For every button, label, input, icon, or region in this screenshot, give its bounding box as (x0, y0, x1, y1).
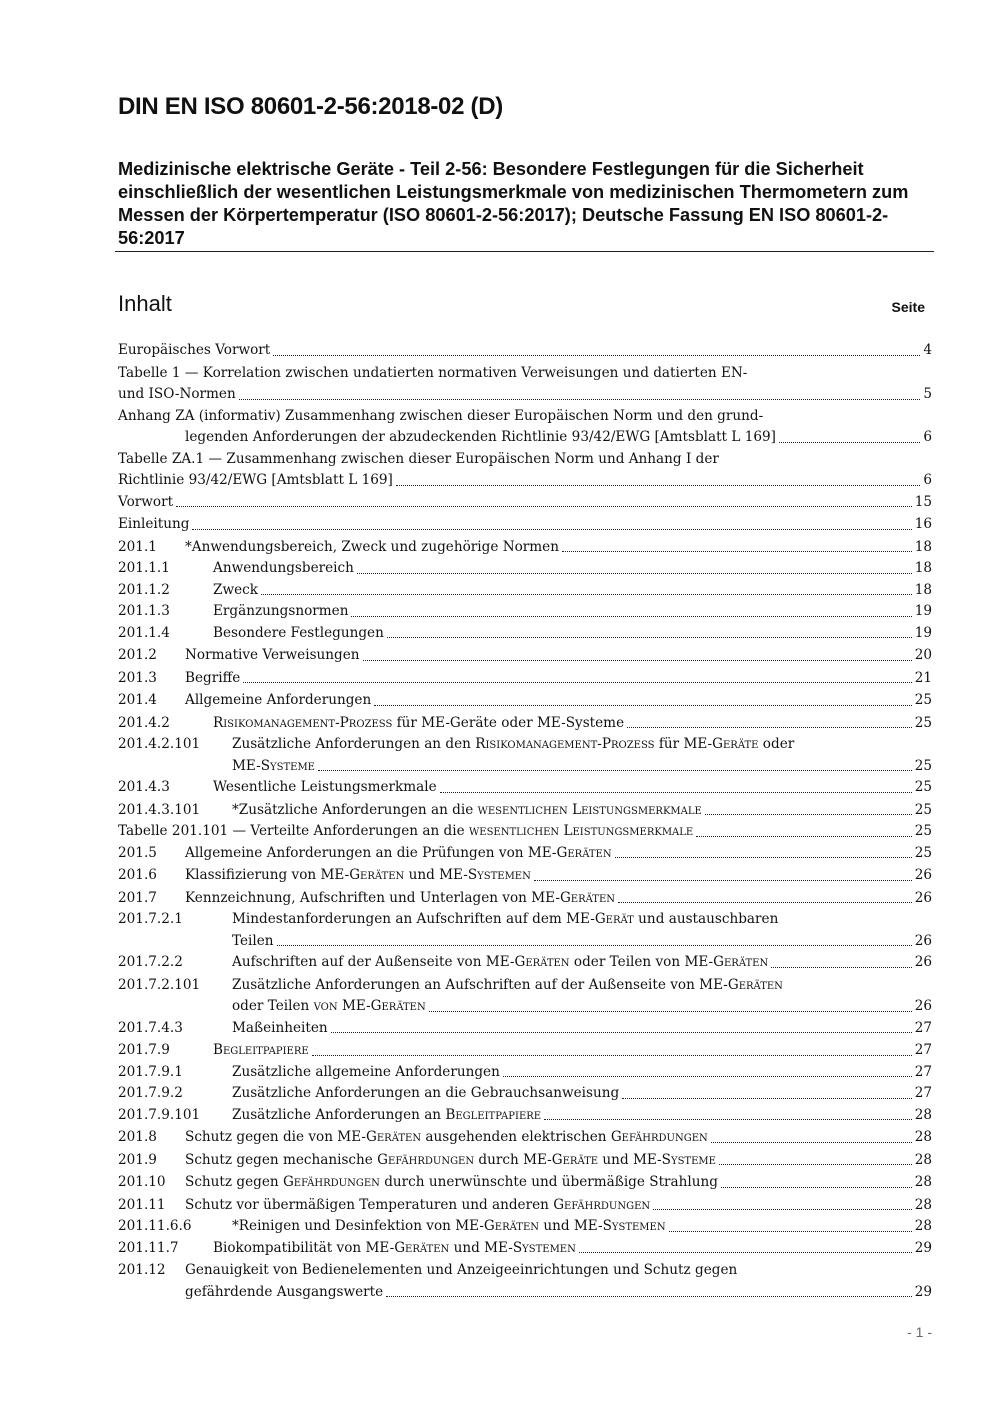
title-text: Genauigkeit von Bedienelementen und Anzeigeeinrichtungen und Schutz gegen (185, 1262, 738, 1278)
toc-entry-number: 201.4.2.101 (118, 736, 201, 752)
toc-entry-title (232, 952, 768, 974)
toc-entry[interactable] (118, 1238, 932, 1260)
dot-leader (579, 1251, 912, 1253)
toc-entry-title (232, 996, 426, 1018)
title-text: Zusätzliche Anforderungen an (232, 1106, 446, 1123)
small-caps-term: Geräten (394, 1239, 450, 1256)
title-text: Tabelle ZA.1 — Zusammenhang zwischen dieser Europäischen Norm und Anhang I der (118, 450, 719, 467)
toc-entry-number: 201.4 (118, 692, 157, 708)
toc-entry[interactable] (118, 1018, 932, 1040)
title-text: ausgehenden elektrischen (421, 1129, 611, 1145)
toc-page-number: 15 (914, 493, 932, 510)
small-caps-term: Geräten (713, 954, 769, 970)
title-text: Europäisches Vorwort (118, 342, 271, 358)
toc-entry-title (118, 451, 719, 467)
small-caps-term: Risikomanagement-Prozess (475, 736, 655, 752)
toc-entry[interactable] (118, 975, 932, 1018)
title-text: legenden Anforderungen der abzudeckenden Richtlinie 93/42/EWG [Amtsblatt L 169] (185, 429, 776, 445)
dot-leader (711, 1141, 912, 1143)
toc-entry-number: 201.9 (118, 1151, 157, 1168)
dot-leader (696, 835, 911, 837)
title-text: Anhang ZA (informativ) Zusammenhang zwischen dieser Europäischen Norm und den grund- (118, 407, 764, 424)
title-text: Zweck (213, 581, 258, 598)
toc-page-number: 18 (914, 581, 932, 598)
toc-page-number: 26 (914, 889, 932, 906)
title-text: oder Teilen (232, 998, 314, 1014)
small-caps-term: Geräten (483, 1218, 540, 1234)
dot-leader (261, 593, 912, 595)
document-title: DIN EN ISO 80601-2-56:2018-02 (D) (118, 93, 503, 120)
toc-entry-title (118, 470, 393, 492)
toc-entry-number: 201.1.2 (118, 581, 170, 598)
dot-leader (363, 659, 912, 661)
small-caps-term: Gefährdungen (282, 1174, 380, 1190)
toc-page-number: 27 (914, 1063, 932, 1080)
dot-leader (192, 528, 911, 530)
toc-entry[interactable] (118, 668, 932, 690)
small-caps-term: wesentlichen Leistungsmerkmale (468, 823, 694, 839)
dot-leader (318, 769, 912, 771)
title-text: Normative Verweisungen (185, 647, 360, 663)
toc-entry-title (232, 736, 794, 752)
toc-entry-number: 201.8 (118, 1129, 157, 1145)
toc-entry[interactable] (118, 777, 932, 799)
dot-leader (719, 1163, 912, 1165)
toc-entry[interactable] (118, 363, 932, 406)
toc-entry[interactable] (118, 1216, 932, 1238)
toc-entry-title (118, 492, 173, 514)
title-text: durch ME- (474, 1151, 552, 1168)
toc-entry-title (232, 1062, 500, 1084)
toc-entry[interactable] (118, 1172, 932, 1194)
toc-entry-title (118, 514, 189, 536)
toc-entry-number: 201.1.3 (118, 603, 170, 619)
small-caps-term: Gefährdungen (610, 1129, 708, 1145)
title-text: Allgemeine Anforderungen an die Prüfungen von ME- (185, 844, 557, 861)
title-text: Biokompatibilität von ME- (213, 1239, 395, 1256)
small-caps-term: wesentlichen Leistungsmerkmale (477, 801, 702, 818)
small-caps-term: Begleitpapiere (213, 1042, 309, 1058)
small-caps-term: Gefährdungen (553, 1196, 651, 1213)
toc-entry[interactable] (118, 1150, 932, 1172)
title-text: oder (758, 736, 795, 752)
small-caps-term: Geräten (349, 867, 405, 883)
title-text: Zusätzliche allgemeine Anforderungen (232, 1063, 500, 1080)
dot-leader (429, 1010, 912, 1012)
toc-entry-title (185, 888, 615, 910)
toc-entry-number: 201.6 (118, 867, 157, 883)
toc-entry-title (118, 384, 236, 406)
small-caps-term: Gerät (594, 911, 634, 927)
toc-entry-title (118, 821, 693, 843)
toc-entry-number: 201.1.1 (118, 560, 170, 576)
title-text: Zusätzliche Anforderungen an den (232, 736, 476, 752)
small-caps-term: Systemen (512, 1239, 576, 1256)
toc-page-number: 29 (914, 1239, 932, 1256)
toc-page-number: 27 (914, 1019, 932, 1036)
toc-entry[interactable] (118, 843, 932, 865)
toc-entry[interactable] (118, 800, 932, 822)
toc-page-number: 18 (914, 538, 932, 555)
title-text: Aufschriften auf der Außenseite von ME- (232, 954, 515, 970)
toc-page-number: 28 (914, 1218, 932, 1234)
small-caps-term: Systemen (467, 867, 531, 883)
toc-entry-title (232, 911, 778, 927)
dot-leader (627, 726, 912, 728)
title-text: und ME- (539, 1218, 603, 1234)
dot-leader (239, 398, 921, 400)
toc-entry-number: 201.7.4.3 (118, 1019, 183, 1036)
title-text: Richtlinie 93/42/EWG [Amtsblatt L 169] (118, 472, 393, 488)
title-text: und austauschbaren (633, 911, 779, 927)
dot-leader (396, 484, 920, 486)
toc-entry-title (185, 645, 360, 667)
toc-entry-number: 201.1.4 (118, 624, 170, 641)
toc-entry-title (232, 931, 274, 953)
toc-page-number: 21 (914, 669, 932, 686)
title-text: Schutz vor übermäßigen Temperaturen und anderen (185, 1196, 554, 1213)
toc-entry-title (213, 1040, 309, 1062)
toc-page-number: 25 (914, 801, 932, 818)
dot-leader (503, 1075, 912, 1077)
toc-entry[interactable] (118, 601, 932, 623)
toc-entry-title (185, 668, 240, 690)
toc-page-number: 28 (914, 1106, 932, 1123)
toc-entry-title (213, 777, 437, 799)
toc-page-number: 28 (914, 1196, 932, 1213)
title-text: Schutz gegen die von ME- (185, 1129, 366, 1145)
dot-leader (273, 354, 920, 356)
page-number: - 1 - (907, 1324, 932, 1340)
toc-entry-title (185, 1127, 708, 1149)
toc-page-number: 16 (914, 516, 932, 532)
dot-leader (331, 1031, 912, 1033)
toc-page-number: 26 (914, 867, 932, 883)
toc-entry-number: 201.7.2.1 (118, 911, 183, 927)
title-text: Mindestanforderungen an Aufschriften auf dem ME- (232, 911, 595, 927)
toc-entry-title (118, 365, 747, 381)
toc-entry-number: 201.7.2.2 (118, 954, 183, 970)
small-caps-term: Geräten (366, 1129, 422, 1145)
toc-entry-number: 201.10 (118, 1174, 166, 1190)
toc-entry-number: 201.7 (118, 889, 157, 906)
title-text: Begriffe (185, 669, 241, 686)
title-text: Vorwort (118, 493, 174, 510)
toc-entry-number: 201.4.2 (118, 714, 170, 731)
toc-page-number: 29 (914, 1283, 932, 1300)
toc-entry-number: 201.5 (118, 844, 157, 861)
toc-page-number: 28 (914, 1174, 932, 1190)
title-text: Zusätzliche Anforderungen an die Gebrauchsanweisung (232, 1085, 620, 1101)
title-text: Klassifizierung von ME- (185, 867, 350, 883)
title-text: ME- (232, 757, 261, 774)
toc-entry-title (232, 1105, 541, 1127)
dot-leader (440, 791, 912, 793)
toc-entry[interactable] (118, 537, 932, 559)
title-text: Einleitung (118, 516, 190, 532)
toc-entry-number: 201.11 (118, 1196, 166, 1213)
dot-leader (534, 879, 912, 881)
toc-page-number: 19 (914, 603, 932, 619)
title-text: und ME- (598, 1151, 662, 1168)
toc-entry-number: 201.1 (118, 538, 157, 555)
toc-page-number: 26 (914, 932, 932, 949)
toc-entry[interactable] (118, 1083, 932, 1105)
toc-page-number: 18 (914, 560, 932, 576)
toc-heading: Inhalt (118, 291, 172, 316)
toc-entry-number: 201.7.9.101 (118, 1106, 201, 1123)
title-text: durch unerwünschte und übermäßige Strahlung (379, 1174, 718, 1190)
toc-entry[interactable] (118, 514, 932, 536)
toc-entry[interactable] (118, 888, 932, 910)
toc-entry[interactable] (118, 1260, 932, 1303)
dot-leader (312, 1054, 912, 1056)
dot-leader (176, 505, 912, 507)
toc-entry[interactable] (118, 645, 932, 667)
toc-entry-title (232, 977, 783, 993)
toc-entry[interactable] (118, 406, 932, 449)
toc-entry-title (118, 340, 270, 362)
toc-page-number: 25 (914, 692, 932, 708)
toc-page-number: 26 (914, 954, 932, 970)
toc-entry-number: 201.2 (118, 647, 157, 663)
toc-entry-title (185, 690, 371, 712)
toc-entry-title (232, 800, 702, 822)
toc-entry-number: 201.4.3 (118, 779, 170, 795)
toc-entry[interactable] (118, 1040, 932, 1062)
toc-page-number: 27 (914, 1042, 932, 1058)
dot-leader (615, 856, 912, 858)
small-caps-term: Geräte (551, 1151, 599, 1168)
dot-leader (653, 1208, 912, 1210)
small-caps-term: Geräten (727, 976, 783, 993)
toc-entry[interactable] (118, 340, 932, 362)
toc-entry-title (232, 1083, 619, 1105)
toc-entry-title (213, 1238, 576, 1260)
toc-page-number: 6 (923, 429, 932, 445)
toc-entry-title (232, 756, 315, 778)
toc-entry[interactable] (118, 734, 932, 777)
title-text: und ME- (449, 1239, 513, 1256)
toc-entry-title (185, 843, 612, 865)
toc-entry[interactable] (118, 952, 932, 974)
toc-entry-title (185, 1262, 737, 1278)
small-caps-term: Systemen (602, 1218, 666, 1234)
title-text: *Reinigen und Desinfektion von ME- (232, 1218, 484, 1234)
title-text: *Zusätzliche Anforderungen an die (232, 801, 478, 818)
title-text: und ISO-Normen (118, 386, 236, 402)
toc-page-number: 19 (914, 624, 932, 641)
small-caps-term: Geräten (559, 889, 616, 906)
toc-entry-title (213, 601, 348, 623)
dot-leader (779, 441, 920, 443)
toc-entry[interactable] (118, 713, 932, 735)
dot-leader (544, 1118, 912, 1120)
title-text: für ME-Geräte oder ME-Systeme (392, 714, 625, 731)
small-caps-term: Begleitpapiere (445, 1106, 542, 1123)
dot-leader (277, 944, 912, 946)
small-caps-term: Systeme (260, 757, 315, 774)
toc-entry-number: 201.7.2.101 (118, 976, 201, 993)
toc-page-number: 28 (914, 1129, 932, 1145)
small-caps-term: Gefährdungen (377, 1151, 475, 1168)
toc-entry-title (185, 1282, 383, 1304)
toc-page-number: 27 (914, 1085, 932, 1101)
toc-entry[interactable] (118, 690, 932, 712)
title-text: *Anwendungsbereich, Zweck und zugehörige Normen (185, 538, 559, 555)
small-caps-term: Geräten (514, 954, 570, 970)
table-of-contents (118, 340, 932, 1303)
dot-leader (387, 636, 912, 638)
toc-entry-title (118, 408, 763, 424)
small-caps-term: Geräten (370, 998, 426, 1014)
toc-page-number: 20 (914, 647, 932, 663)
title-text: Tabelle 1 — Korrelation zwischen undatierten normativen Verweisungen und datierten EN- (118, 364, 748, 381)
title-text: Allgemeine Anforderungen (185, 692, 372, 708)
dot-leader (618, 901, 912, 903)
toc-entry-title (185, 427, 776, 449)
title-text: gefährdende Ausgangswerte (185, 1283, 384, 1300)
toc-page-number: 25 (914, 844, 932, 861)
dot-leader (721, 1186, 912, 1188)
toc-entry-number: 201.11.6.6 (118, 1218, 192, 1234)
title-text: Ergänzungsnormen (213, 603, 349, 619)
toc-entry-title (232, 1018, 328, 1040)
dot-leader (386, 1295, 912, 1297)
dot-leader (562, 550, 912, 552)
small-caps-term: Geräten (556, 844, 612, 861)
toc-page-number: 4 (923, 342, 932, 358)
title-text: für ME- (654, 736, 713, 752)
dot-leader (351, 615, 911, 617)
dot-leader (357, 572, 912, 574)
toc-entry-title (213, 558, 354, 580)
toc-entry[interactable] (118, 492, 932, 514)
toc-entry[interactable] (118, 623, 932, 645)
title-text: Zusätzliche Anforderungen an Aufschriften auf der Außenseite von ME- (232, 976, 728, 993)
toc-entry-title (185, 1150, 716, 1172)
toc-entry-number: 201.7.9.1 (118, 1063, 183, 1080)
small-caps-term: von (313, 998, 338, 1014)
toc-entry[interactable] (118, 821, 932, 843)
toc-page-number: 28 (914, 1151, 932, 1168)
title-text: Maßeinheiten (232, 1019, 328, 1036)
title-divider (115, 251, 934, 252)
toc-entry-number: 201.12 (118, 1262, 166, 1278)
small-caps-term: Systeme (661, 1151, 716, 1168)
dot-leader (669, 1230, 912, 1232)
toc-entry-title (213, 623, 384, 645)
document-subtitle: Medizinische elektrische Geräte - Teil 2-56: Besondere Festlegungen für die Sicherheit einschließlich der wesentlichen Leistungsmerkmale von medizinischen Thermometern zum Messen der Körpertemperatur (ISO 80601-2-56:2017); Deutsche Fassung EN ISO 80601-2-56:2017 (118, 159, 909, 248)
toc-entry-title (232, 1216, 666, 1238)
toc-entry-title (213, 580, 258, 602)
toc-entry[interactable] (118, 1062, 932, 1084)
title-text: Anwendungsbereich (213, 560, 354, 576)
small-caps-term: Geräte (712, 736, 759, 752)
title-text: Besondere Festlegungen (213, 624, 384, 641)
toc-entry-title (185, 1172, 718, 1194)
title-text: Teilen (232, 932, 274, 949)
toc-entry-number: 201.11.7 (118, 1239, 179, 1256)
toc-page-number: 5 (923, 386, 932, 402)
toc-entry[interactable] (118, 449, 932, 492)
toc-entry-number: 201.7.9.2 (118, 1085, 183, 1101)
toc-entry[interactable] (118, 1105, 932, 1127)
title-text: Tabelle 201.101 — Verteilte Anforderungen an die (118, 823, 469, 839)
toc-entry[interactable] (118, 580, 932, 602)
title-text: oder Teilen von ME- (569, 954, 714, 970)
toc-page-number: 6 (923, 472, 932, 488)
dot-leader (374, 704, 911, 706)
title-text: Schutz gegen (185, 1174, 283, 1190)
toc-entry-title (213, 713, 624, 735)
toc-page-number: 26 (914, 998, 932, 1014)
toc-page-number: 25 (914, 757, 932, 774)
dot-leader (771, 966, 911, 968)
toc-entry[interactable] (118, 1195, 932, 1217)
page-column-label: Seite (891, 299, 925, 315)
toc-entry-title (185, 1195, 650, 1217)
toc-entry-number: 201.7.9 (118, 1042, 170, 1058)
toc-page-number: 25 (914, 779, 932, 795)
dot-leader (622, 1097, 912, 1099)
toc-entry[interactable] (118, 865, 932, 887)
toc-entry[interactable] (118, 1127, 932, 1149)
toc-entry-title (185, 537, 559, 559)
title-text: Schutz gegen mechanische (185, 1151, 378, 1168)
dot-leader (243, 681, 911, 683)
toc-entry-number: 201.4.3.101 (118, 801, 201, 818)
dot-leader (705, 813, 912, 815)
title-text: Kennzeichnung, Aufschriften und Unterlagen von ME- (185, 889, 560, 906)
toc-entry[interactable] (118, 909, 932, 952)
toc-page-number: 25 (914, 714, 932, 731)
title-text: und ME- (404, 867, 468, 883)
small-caps-term: Risikomanagement-Prozess (213, 714, 393, 731)
title-text: ME- (337, 998, 371, 1014)
toc-entry[interactable] (118, 558, 932, 580)
toc-page-number: 25 (914, 823, 932, 839)
title-text: Wesentliche Leistungsmerkmale (213, 779, 437, 795)
toc-entry-number: 201.3 (118, 669, 157, 686)
toc-entry-title (185, 865, 531, 887)
